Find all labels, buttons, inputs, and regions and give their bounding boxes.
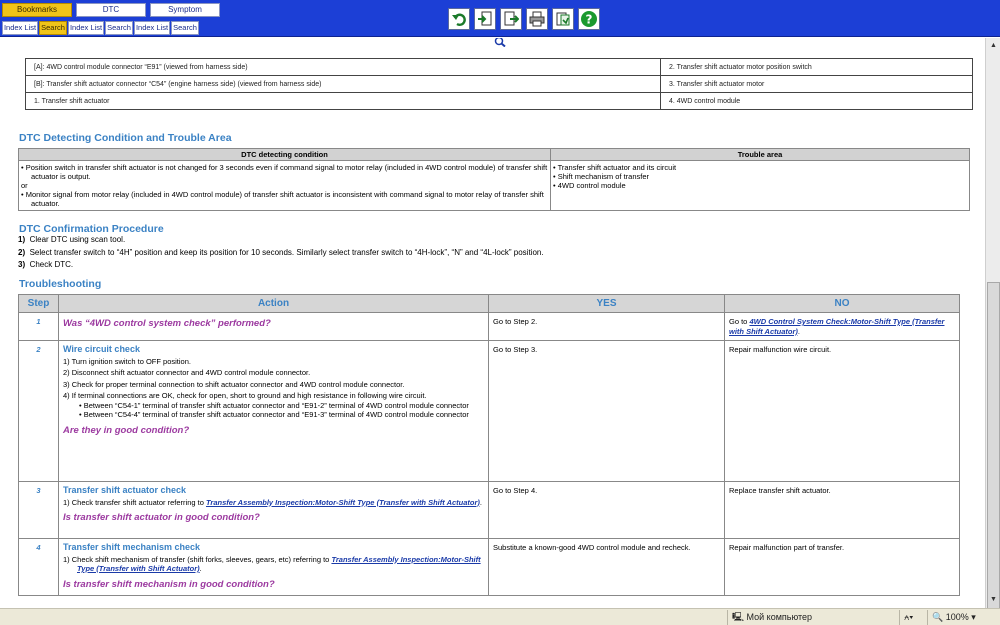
- copy-page-icon[interactable]: [552, 8, 574, 30]
- bookmarks-index-list-button[interactable]: Index List: [2, 21, 38, 35]
- action-cell: [59, 341, 489, 482]
- step-number: 1): [18, 235, 26, 244]
- trouble-area-item: • Transfer shift actuator and its circuit: [553, 163, 677, 172]
- action-item-suffix: .: [199, 564, 202, 573]
- status-message: [0, 610, 725, 625]
- table-row: [19, 341, 960, 482]
- table-row: [19, 313, 960, 341]
- no-cell: [725, 313, 960, 341]
- nav-tabs: [2, 3, 224, 17]
- column-header: Trouble area: [551, 149, 970, 161]
- tab-bookmarks[interactable]: Bookmarks: [2, 3, 72, 17]
- legend-cell: [A]: 4WD control module connector “E91” (viewed from harness side): [26, 59, 661, 76]
- scrollbar-thumb[interactable]: [987, 282, 1000, 619]
- link-transfer-assembly-inspection[interactable]: Transfer Assembly Inspection:Motor-Shift Type (Transfer with Shift Actuator): [77, 554, 481, 573]
- zone-cell: [727, 610, 897, 625]
- zoom-control[interactable]: [927, 610, 989, 625]
- action-item-text: 1) Check shift mechanism of transfer (shift forks, sleeves, gears, etc) referring to: [63, 554, 332, 564]
- step-question: Are they in good condition?: [63, 424, 190, 436]
- trouble-area-item: • Shift mechanism of transfer: [553, 172, 649, 181]
- no-prefix: Go to: [729, 317, 750, 326]
- step-question: Is transfer shift mechanism in good condition?: [63, 578, 275, 590]
- step-number: 2: [19, 341, 59, 482]
- chevron-down-icon: ▾: [971, 612, 976, 622]
- toolbar-icons: [448, 8, 604, 30]
- column-header-step: Step: [19, 295, 59, 313]
- action-item: [63, 498, 484, 508]
- action-item: 2) Disconnect shift actuator connector and 4WD control module connector.: [63, 368, 311, 377]
- top-toolbar: [0, 0, 1000, 37]
- page-import-icon[interactable]: [474, 8, 496, 30]
- vertical-scrollbar[interactable]: [985, 38, 1000, 608]
- step-number: 3): [18, 260, 26, 269]
- yes-cell: Substitute a known-good 4WD control module and recheck.: [489, 539, 725, 596]
- legend-cell: 4. 4WD control module: [661, 93, 973, 110]
- status-bar: [0, 608, 1000, 625]
- link-transfer-assembly-inspection[interactable]: Transfer Assembly Inspection:Motor-Shift Type (Transfer with Shift Actuator): [205, 497, 480, 507]
- table-row: [19, 482, 960, 539]
- no-cell: Repair malfunction wire circuit.: [725, 341, 960, 482]
- table-row: [19, 539, 960, 596]
- confirmation-step-text: Clear DTC using scan tool.: [29, 235, 126, 244]
- back-arrow-icon[interactable]: [448, 8, 470, 30]
- symptom-search-button[interactable]: Search: [171, 21, 199, 35]
- computer-icon: 🖳: [732, 612, 745, 622]
- zoom-image-icon[interactable]: [492, 38, 508, 44]
- action-item: 4) If terminal connections are OK, check for open, short to ground and high resistance in following wire circuit.: [63, 391, 427, 400]
- section-title-dtc-condition: DTC Detecting Condition and Trouble Area: [19, 132, 232, 144]
- action-item-suffix: .: [479, 497, 482, 507]
- action-cell: [59, 482, 489, 539]
- condition-cell: [19, 161, 551, 211]
- step-question: Was “4WD control system check” performed?: [63, 318, 271, 329]
- action-item-text: 1) Check transfer shift actuator referring to: [63, 497, 206, 507]
- confirmation-step-text: Check DTC.: [29, 260, 74, 269]
- yes-cell: Go to Step 3.: [489, 341, 725, 482]
- action-sublist: [77, 401, 484, 420]
- help-icon[interactable]: [578, 8, 600, 30]
- step-question: Is transfer shift actuator in good condition?: [63, 512, 260, 523]
- column-header-no: NO: [725, 295, 960, 313]
- trouble-area-item: • 4WD control module: [553, 181, 626, 190]
- page-export-icon[interactable]: [500, 8, 522, 30]
- section-title-troubleshooting: Troubleshooting: [19, 278, 102, 290]
- step-title: Transfer shift mechanism check: [63, 542, 201, 552]
- dtc-index-list-button[interactable]: Index List: [68, 21, 104, 35]
- scroll-up-arrow-icon[interactable]: ▲: [990, 42, 997, 49]
- column-header-yes: YES: [489, 295, 725, 313]
- step-title: Wire circuit check: [63, 344, 140, 354]
- step-number: 2): [18, 247, 26, 257]
- legend-cell: 1. Transfer shift actuator: [26, 93, 661, 110]
- trouble-area-cell: [551, 161, 970, 211]
- step-number: 1: [19, 313, 59, 341]
- action-item: [63, 555, 484, 574]
- sub-buttons: [2, 21, 200, 35]
- no-cell: Repair malfunction part of transfer.: [725, 539, 960, 596]
- tab-symptom[interactable]: Symptom: [150, 3, 220, 17]
- action-cell: [59, 539, 489, 596]
- bookmarks-search-button[interactable]: Search: [39, 21, 67, 35]
- condition-text: or: [21, 181, 28, 190]
- column-header: DTC detecting condition: [19, 149, 551, 161]
- step-number: 4: [19, 539, 59, 596]
- symptom-index-list-button[interactable]: Index List: [134, 21, 170, 35]
- section-title-confirmation: DTC Confirmation Procedure: [19, 223, 164, 235]
- print-icon[interactable]: [526, 8, 548, 30]
- yes-cell: Go to Step 4.: [489, 482, 725, 539]
- svg-text:?: ?: [585, 12, 593, 27]
- legend-cell: 2. Transfer shift actuator motor position switch: [661, 59, 973, 76]
- zoom-level: 100%: [945, 612, 969, 622]
- action-item: 3) Check for proper terminal connection to shift actuator connector and 4WD control module connector.: [63, 379, 405, 389]
- confirmation-step-text: Select transfer switch to “4H” position and keep its position for 10 seconds. Similarly select transfer switch to “4H-lock”, “N” and “4L-lock” position.: [29, 247, 544, 257]
- action-subitem: • Between “C54-4” terminal of transfer shift actuator connector and “E91-3” terminal of 4WD control module connector: [79, 410, 469, 419]
- legend-cell: [B]: Transfer shift actuator connector “C54” (engine harness side) (viewed from harness side): [26, 76, 661, 93]
- yes-cell: Go to Step 2.: [489, 313, 725, 341]
- condition-text: • Monitor signal from motor relay (included in 4WD control module) of transfer shift actuator is inconsistent with command signal to motor relay of transfer shift actuator.: [21, 190, 544, 208]
- action-item: 1) Turn ignition switch to OFF position.: [63, 356, 191, 366]
- condition-text: • Position switch in transfer shift actuator is not changed for 3 seconds even if command signal to motor relay (included in 4WD control module) of transfer shift actuator is output.: [21, 163, 548, 181]
- dtc-search-button[interactable]: Search: [105, 21, 133, 35]
- step-title: Transfer shift actuator check: [63, 485, 187, 495]
- zone-label: Мой компьютер: [746, 612, 813, 622]
- legend-cell: 3. Transfer shift actuator motor: [661, 76, 973, 93]
- scroll-down-arrow-icon[interactable]: ▼: [990, 596, 997, 603]
- figure-legend-table: [25, 58, 973, 110]
- no-suffix: .: [797, 326, 800, 336]
- no-cell: Replace transfer shift actuator.: [725, 482, 960, 539]
- troubleshooting-table: [18, 294, 960, 596]
- document-content: [0, 38, 985, 608]
- tab-dtc[interactable]: DTC: [76, 3, 146, 17]
- link-4wd-control-system-check[interactable]: 4WD Control System Check:Motor-Shift Type (Transfer with Shift Actuator): [729, 317, 945, 336]
- encoding-icon[interactable]: ⍲▾: [899, 610, 925, 625]
- confirmation-steps: [18, 234, 544, 272]
- action-list: [63, 357, 484, 401]
- step-number: 3: [19, 482, 59, 539]
- dtc-condition-table: [18, 148, 970, 211]
- zoom-icon: 🔍: [932, 612, 944, 622]
- action-cell: [59, 313, 489, 341]
- column-header-action: Action: [59, 295, 489, 313]
- action-subitem: • Between “C54-1” terminal of transfer shift actuator connector and “E91-2” terminal of 4WD control module connector: [79, 400, 469, 410]
